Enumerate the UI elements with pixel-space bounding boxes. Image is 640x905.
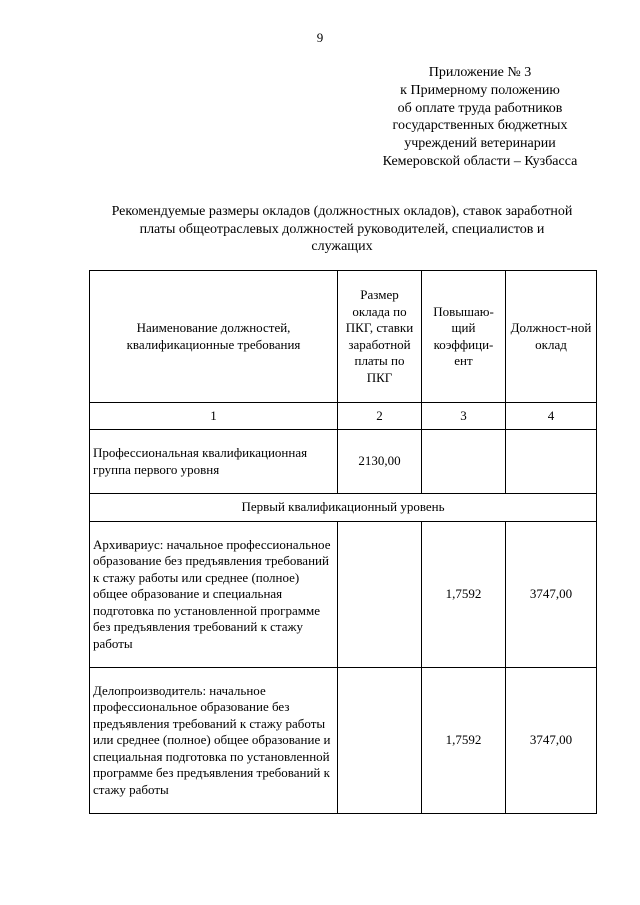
coefficient-cell: 1,7592 bbox=[422, 522, 506, 668]
document-title bbox=[88, 203, 596, 256]
title-line: служащих bbox=[311, 239, 373, 254]
base-salary-cell bbox=[338, 668, 422, 814]
base-salary-cell bbox=[338, 522, 422, 668]
level-title: Первый квалификационный уровень bbox=[90, 494, 597, 522]
group-coefficient bbox=[422, 430, 506, 494]
appendix-line: об оплате труда работников bbox=[397, 100, 563, 116]
level-row bbox=[90, 494, 597, 522]
column-number: 3 bbox=[422, 403, 506, 430]
column-number: 1 bbox=[90, 403, 338, 430]
title-line: Рекомендуемые размеры окладов (должностных окладов), ставок заработной bbox=[111, 204, 573, 219]
group-salary bbox=[506, 430, 597, 494]
column-number-row bbox=[90, 403, 597, 430]
appendix-line: Приложение № 3 bbox=[428, 65, 532, 80]
appendix-line: к Примерному положению bbox=[400, 82, 560, 98]
column-number: 4 bbox=[506, 403, 597, 430]
column-number: 2 bbox=[338, 403, 422, 430]
title-line: платы общеотраслевых должностей руководителей, специалистов и bbox=[139, 221, 545, 237]
group-name: Профессиональная квалификационная группа первого уровня bbox=[90, 430, 338, 494]
appendix-line: учреждений ветеринарии bbox=[404, 136, 556, 152]
appendix-line: государственных бюджетных bbox=[392, 118, 568, 134]
header-coefficient: Повышаю-щий коэффици-ент bbox=[422, 271, 506, 403]
salary-cell: 3747,00 bbox=[506, 522, 597, 668]
page-number: 9 bbox=[316, 30, 324, 45]
coefficient-cell: 1,7592 bbox=[422, 668, 506, 814]
appendix-block bbox=[370, 64, 590, 171]
header-position-name: Наименование должностей, квалификационные требования bbox=[90, 271, 338, 403]
position-description: Делопроизводитель: начальное профессиональное образование без предъявления требований к стажу работы или среднее (полное) общее образование и специальная подготовка по установленной программе без предъявления требований к стажу работы bbox=[90, 668, 338, 814]
appendix-line: Кемеровской области – Кузбасса bbox=[382, 153, 578, 169]
table-row bbox=[90, 522, 597, 668]
header-salary: Должност-ной оклад bbox=[506, 271, 597, 403]
header-base-salary: Размер оклада по ПКГ, ставки заработной платы по ПКГ bbox=[338, 271, 422, 403]
salary-table bbox=[89, 270, 597, 814]
group-base-salary: 2130,00 bbox=[338, 430, 422, 494]
salary-cell: 3747,00 bbox=[506, 668, 597, 814]
table-row bbox=[90, 668, 597, 814]
position-description: Архивариус: начальное профессиональное образование без предъявления требований к стажу работы или среднее (полное) общее образование и специальная подготовка по установленной программе без предъявления требований к стажу работы bbox=[90, 522, 338, 668]
group-row bbox=[90, 430, 597, 494]
table-header-row bbox=[90, 271, 597, 403]
